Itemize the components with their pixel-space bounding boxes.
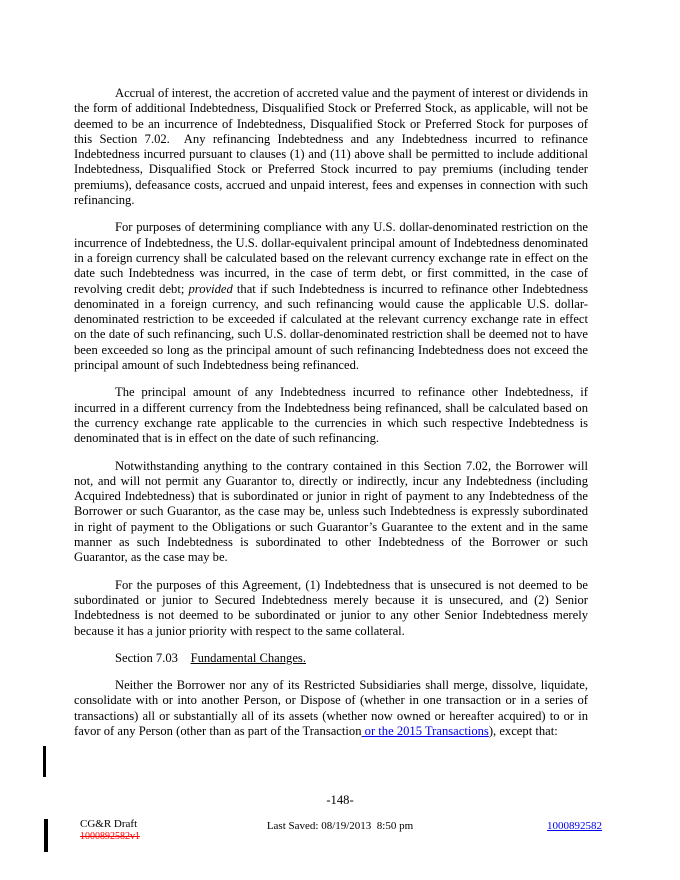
text-run: provided <box>188 281 233 296</box>
text-run: ), except that: <box>488 723 558 738</box>
change-bar-footer <box>44 819 48 852</box>
text-run: Neither the Borrower nor any of its Restricted Subsidiaries shall merge, dissolve, liquidate, consolidate with or into another Person, or Dispose of (whether in one transaction or in a series of transactions) all or substantially all of its assets (whether now owned or hereafter acquired) to or in favor of any Person (other than as part of the Transaction <box>74 678 588 738</box>
section-heading <box>74 651 588 666</box>
inserted-revision-text: or the 2015 Transactions <box>361 723 489 738</box>
paragraph <box>74 86 588 208</box>
doc-id-link[interactable]: 1000892582 <box>547 820 602 832</box>
paragraph <box>74 578 588 639</box>
paragraph <box>74 220 588 373</box>
text-run: For purposes of determining compliance with any U.S. dollar-denominated restriction on the incurrence of Indebtedness, the U.S. dollar-equivalent principal amount of Indebtedness denominated in a foreign currency shall be calculated based on the relevant currency exchange rate in effect on the date such Indebtedness was incurred, in the case of term debt, or first committed, in the case of revolving credit debt; <box>74 220 588 296</box>
change-bar-body <box>43 746 46 777</box>
text-run: Section 7.03 <box>115 650 191 665</box>
text-run: that if such Indebtedness is incurred to refinance other Indebtedness denominated in a foreign currency, and such refinancing would cause the applicable U.S. dollar-denominated restriction to be exceeded if calculated at the relevant currency exchange rate in effect on the date of such refinancing, such U.S. dollar-denominated restriction shall be deemed not to have been exceeded so long as the principal amount of such refinancing Indebtedness does not exceed the principal amount of such Indebtedness being refinanced. <box>74 281 589 373</box>
last-saved-label: Last Saved: 08/19/2013 8:50 pm <box>266 820 414 832</box>
text-run: Accrual of interest, the accretion of accreted value and the payment of interest or dividends in the form of additional Indebtedness, Disqualified Stock or Preferred Stock, as applicable, will not be deemed to be an incurrence of Indebtedness, Disqualified Stock or Preferred Stock for purposes of this Section 7.02. Any refinancing Indebtedness and any Indebtedness incurred to refinance Indebtedness incurred pursuant to clauses (1) and (11) above shall be permitted to include additional Indebtedness, Disqualified Stock or Preferred Stock incurred to pay premiums (including tender premiums), defeasance costs, accrued and unpaid interest, fees and expenses in connection with such refinancing. <box>74 86 588 208</box>
paragraph <box>74 678 588 739</box>
paragraph <box>74 459 588 566</box>
text-run: Fundamental Changes. <box>190 650 306 665</box>
document-body <box>74 86 588 751</box>
paragraph <box>74 385 588 446</box>
doc-id-strikethrough: 1000892582v1 <box>80 831 140 842</box>
text-run: For the purposes of this Agreement, (1) Indebtedness that is unsecured is not deemed to be subordinated or junior to Secured Indebtedness merely because it is unsecured, and (2) Senior Indebtedness is not deemed to be subordinated or junior to any other Senior Indebtedness merely because it has a junior priority with respect to the same collateral. <box>74 577 588 638</box>
draft-label: CG&R Draft <box>80 818 138 830</box>
text-run: The principal amount of any Indebtedness incurred to refinance other Indebtedness, if incurred in a different currency from the Indebtedness being refinanced, shall be calculated based on the currency exchange rate applicable to the currencies in which such respective Indebtedness is denominated that is in effect on the date of such refinancing. <box>74 385 588 446</box>
page-number: -148- <box>326 793 354 807</box>
text-run: Notwithstanding anything to the contrary contained in this Section 7.02, the Borrower will not, and will not permit any Guarantor to, directly or indirectly, incur any Indebtedness (including Acquired Indebtedness) that is subordinated or junior in right of payment to any Indebtedness of the Borrower or such Guarantor, as the case may be, unless such Indebtedness is expressly subordinated in right of payment to the Obligations or such Guarantor’s Guarantee to the extent and in the same manner as such Indebtedness is subordinated to other Indebtedness of the Borrower or such Guarantor, as the case may be. <box>74 458 588 565</box>
